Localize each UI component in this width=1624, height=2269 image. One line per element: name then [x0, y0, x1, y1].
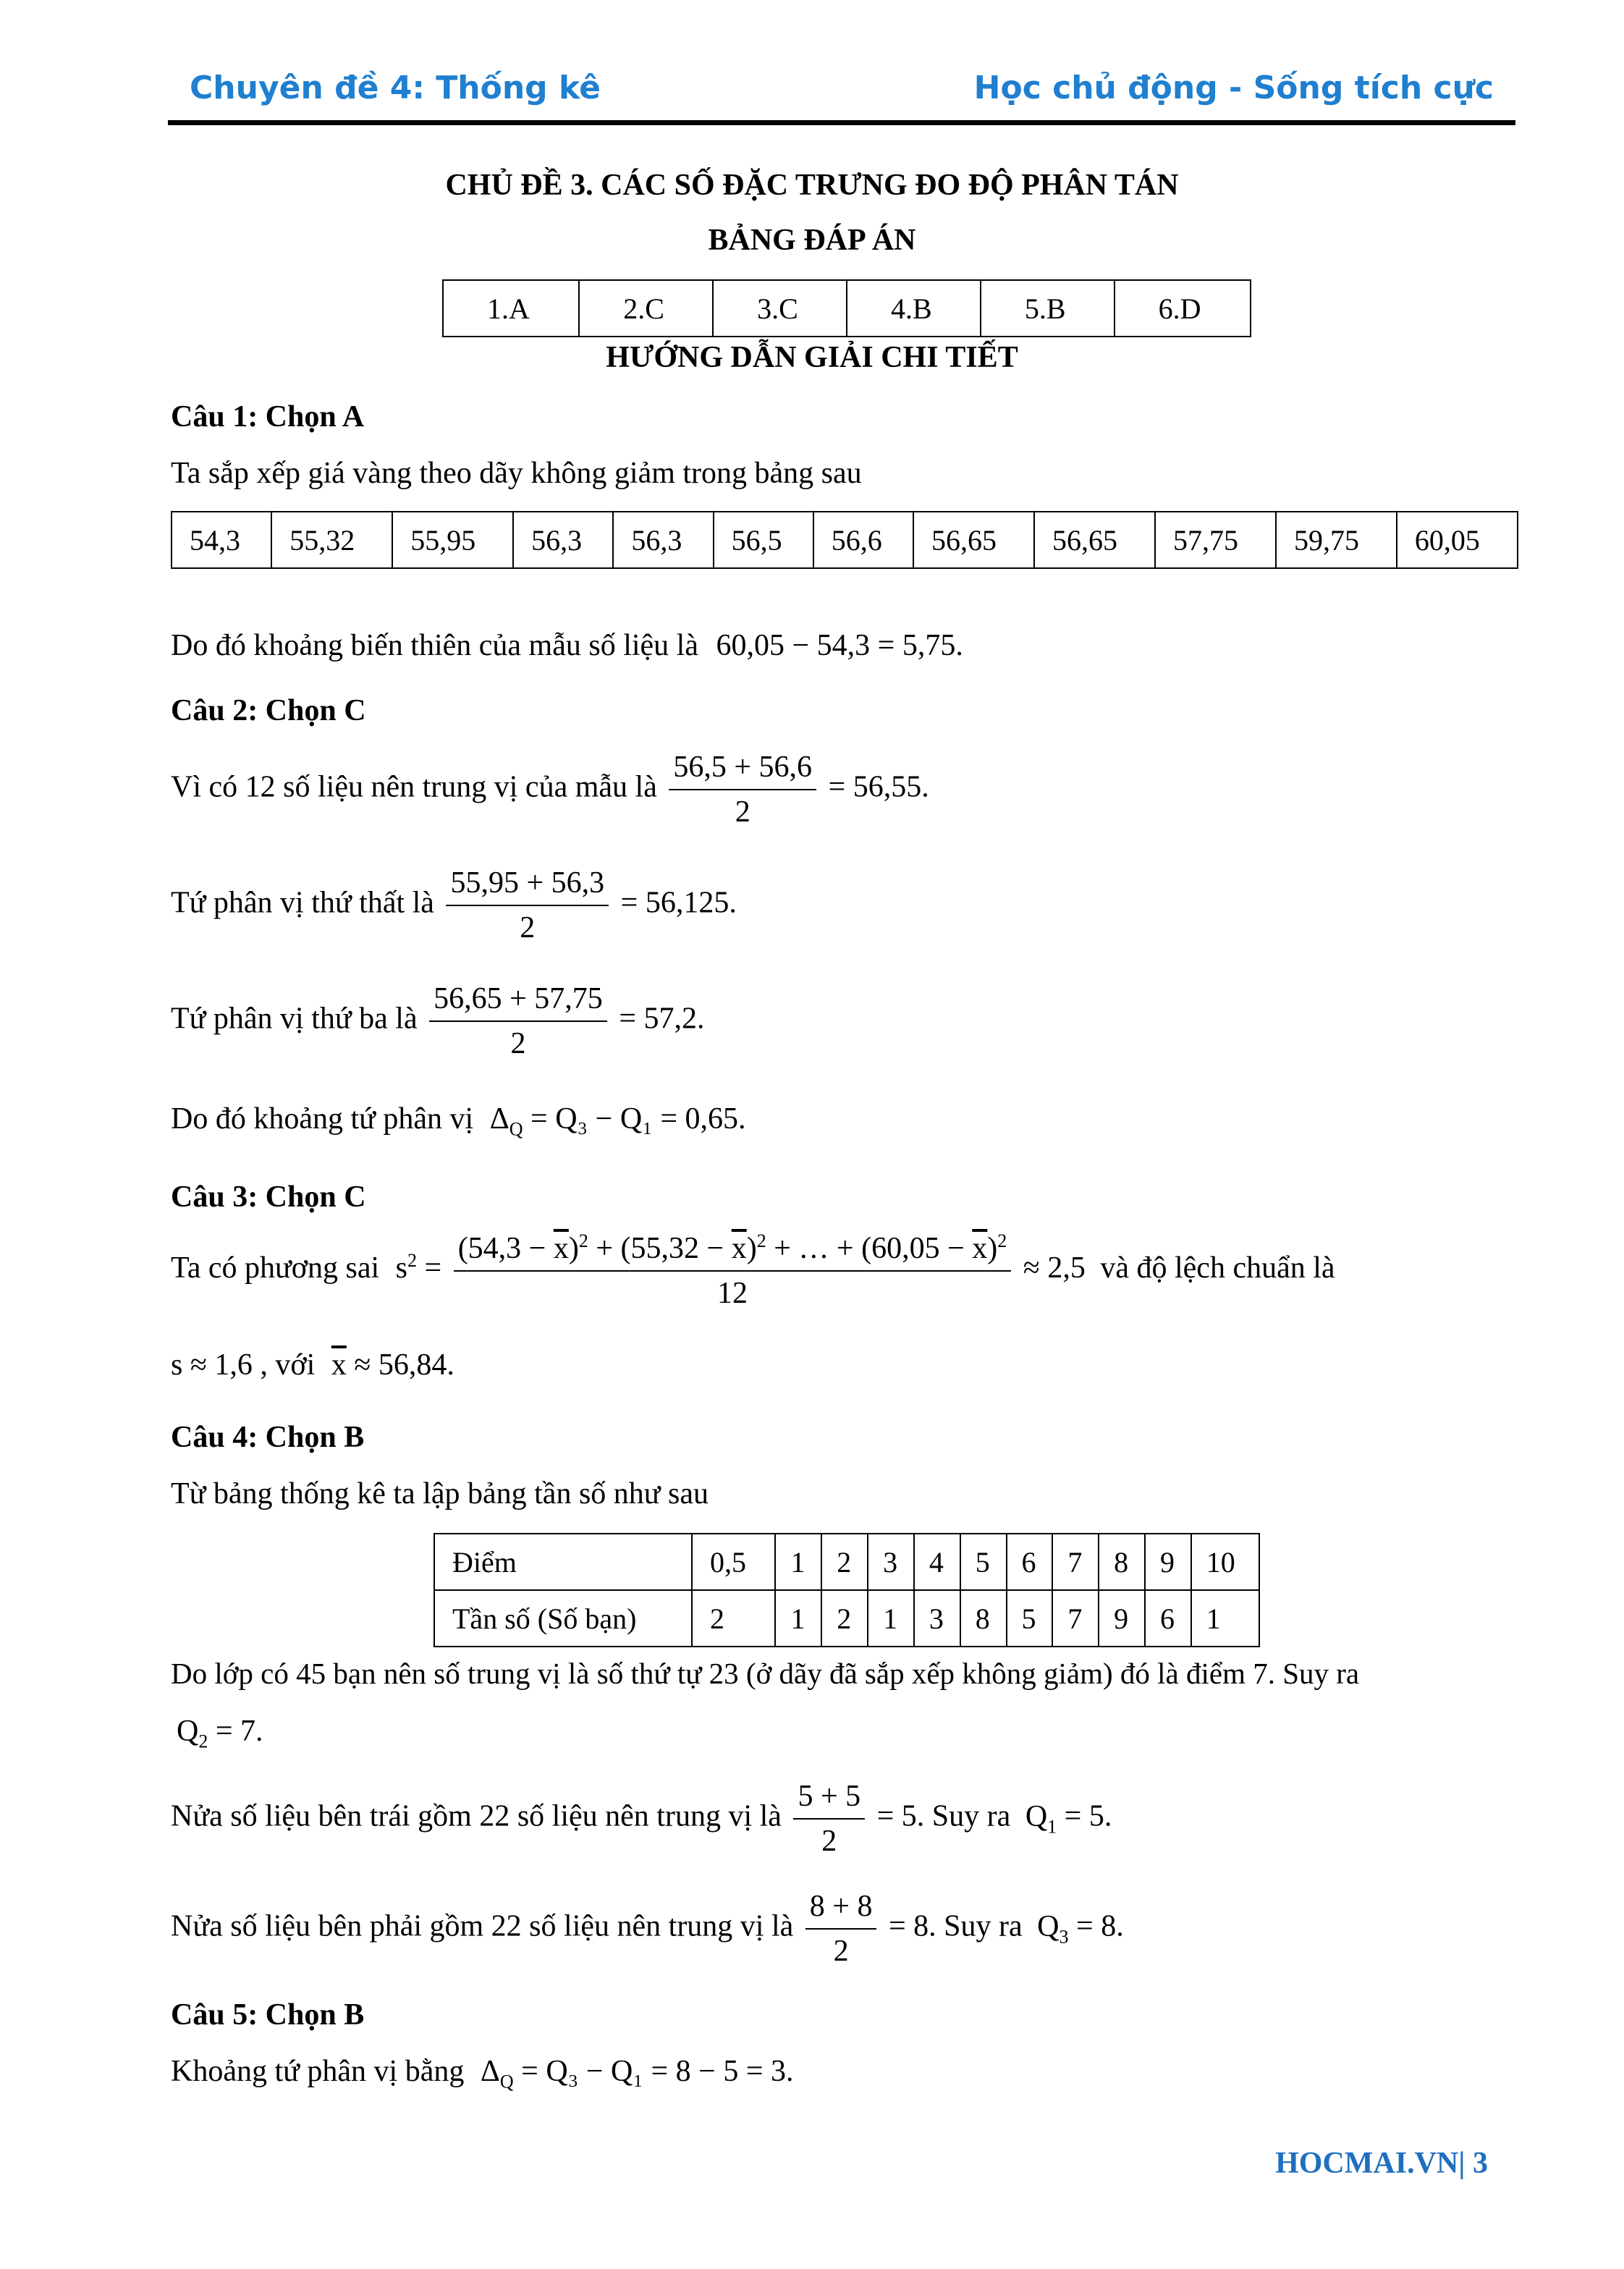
q2-iqr-text: Do đó khoảng tứ phân vị [171, 1102, 474, 1136]
q3-result: = 57,2. [619, 1002, 705, 1036]
frequency-cell: 6 [1145, 1590, 1191, 1647]
fraction-numerator: $(54,3 - \overline{x})^2 + (55,32 - \overline{x})^2$ + … + $(60,05 - \overline{x})^2$ [454, 1230, 1012, 1272]
score-cell: 10 [1191, 1534, 1259, 1590]
score-cell: 0,5 [692, 1534, 775, 1590]
q1-fraction [446, 866, 609, 945]
left-median-result: = 5. Suy ra [876, 1799, 1011, 1833]
q1-conclusion [171, 628, 963, 663]
std-text: s ≈ 1,6 , với [171, 1348, 316, 1382]
q3-variance-line [171, 1230, 1335, 1311]
q4-right-half-line [171, 1889, 1124, 1969]
q1-heading: Câu 1: Chọn A [171, 400, 365, 434]
score-cell: 2 [821, 1534, 868, 1590]
price-cell: 60,05 [1397, 512, 1518, 568]
q2-q1-text: Tứ phân vị thứ thất là [171, 886, 434, 920]
price-cell: 56,5 [714, 512, 813, 568]
q5-heading: Câu 5: Chọn B [171, 1998, 365, 2032]
right-median-fraction [805, 1889, 877, 1969]
price-cell: 57,75 [1155, 512, 1276, 568]
q1-range-formula: 60,05 − 54,3 = 5,75. [716, 629, 963, 662]
score-cell: 1 [775, 1534, 821, 1590]
q4-intro: Từ bảng thống kê ta lập bảng tần số như sau [171, 1477, 709, 1510]
frequency-cell: 5 [1007, 1590, 1053, 1647]
price-cell: 56,3 [513, 512, 613, 568]
q2-q3-line [171, 981, 705, 1061]
q2-iqr-line [171, 1102, 746, 1140]
frequency-cell: 3 [914, 1590, 960, 1647]
fraction-numerator: 5 + 5 [793, 1779, 865, 1820]
fraction-denominator: 2 [833, 1935, 849, 1968]
answer-cell: 3.C [713, 280, 847, 337]
q4-median-line: Do lớp có 45 bạn nên số trung vị là số thứ tự 23 (ở dãy đã sắp xếp không giảm) đó là điểm 7. Suy ra [171, 1657, 1360, 1690]
header-topic: Chuyên đề 4: Thống kê [190, 69, 601, 106]
score-cell: 8 [1099, 1534, 1145, 1590]
header-slogan: Học chủ động - Sống tích cực [973, 69, 1494, 106]
q3-heading: Câu 3: Chọn C [171, 1180, 366, 1214]
frequency-cell: 1 [1191, 1590, 1259, 1647]
price-cell: 59,75 [1276, 512, 1397, 568]
right-half-text: Nửa số liệu bên phải gồm 22 số liệu nên trung vị là [171, 1909, 794, 1943]
left-median-fraction [793, 1779, 865, 1859]
q4-left-half-line [171, 1779, 1112, 1859]
frequency-cell: 7 [1052, 1590, 1099, 1647]
frequency-cell: 8 [960, 1590, 1007, 1647]
q2-q3-text: Tứ phân vị thứ ba là [171, 1002, 418, 1036]
score-cell: 6 [1007, 1534, 1053, 1590]
price-cell: 56,65 [913, 512, 1034, 568]
median-fraction [669, 750, 816, 829]
iqr-result: = Q₃ − Q₁ = 0,65. [530, 1102, 746, 1136]
frequency-cell: 1 [868, 1590, 914, 1647]
score-cell: 9 [1145, 1534, 1191, 1590]
table-row [434, 1534, 1259, 1590]
table-header-cell: Tần số (Số bạn) [434, 1590, 692, 1647]
fraction-denominator: 2 [735, 795, 750, 829]
score-cell: 7 [1052, 1534, 1099, 1590]
table-row [434, 1590, 1259, 1647]
frequency-cell: 1 [775, 1590, 821, 1647]
table-row [443, 280, 1251, 337]
q3-variance-text: Ta có phương sai [171, 1251, 380, 1285]
q1-result: = 56,125. [620, 886, 737, 920]
left-q-result: = 5. [1064, 1799, 1112, 1833]
median-result: = 56,55. [828, 770, 929, 804]
right-q-result: = 8. [1076, 1909, 1124, 1943]
answer-cell: 1.A [443, 280, 579, 337]
q2-symbol: $Q_2$ [177, 1715, 208, 1752]
iqr-symbol: $\Delta_Q$ [489, 1102, 523, 1140]
left-half-text: Nửa số liệu bên trái gồm 22 số liệu nên trung vị là [171, 1799, 782, 1833]
frequency-cell: 9 [1099, 1590, 1145, 1647]
page-title: CHỦ ĐỀ 3. CÁC SỐ ĐẶC TRƯNG ĐO ĐỘ PHÂN TÁN [445, 169, 1179, 202]
guide-title: HƯỚNG DẪN GIẢI CHI TIẾT [606, 341, 1018, 374]
mean-result: ≈ 56,84. [354, 1348, 454, 1382]
q3-symbol: $Q_3$ [1037, 1909, 1069, 1948]
fraction-numerator: 56,65 + 57,75 [429, 981, 607, 1022]
table-header-cell: Điểm [434, 1534, 692, 1590]
answer-table [442, 279, 1251, 337]
frequency-cell: 2 [692, 1590, 775, 1647]
header-divider [168, 120, 1515, 125]
q3-std-line [171, 1348, 454, 1382]
mean-symbol: $\overline{x}$ [331, 1348, 347, 1382]
q4-q2-line [177, 1714, 263, 1752]
price-cell: 55,32 [271, 512, 392, 568]
q2-heading: Câu 2: Chọn C [171, 694, 366, 727]
right-median-result: = 8. Suy ra [888, 1909, 1023, 1943]
q2-q1-line [171, 866, 737, 945]
q1-symbol: $Q_1$ [1025, 1799, 1057, 1838]
score-cell: 3 [868, 1534, 914, 1590]
variance-symbol: $s^2$ = [395, 1250, 442, 1285]
page-footer: HOCMAI.VN| 3 [1275, 2147, 1488, 2180]
fraction-numerator: 8 + 8 [805, 1889, 877, 1930]
fraction-denominator: 12 [716, 1277, 748, 1310]
answer-cell: 5.B [981, 280, 1115, 337]
price-cell: 54,3 [172, 512, 271, 568]
q5-text: Khoảng tứ phân vị bằng [171, 2055, 465, 2088]
gold-price-table [171, 511, 1518, 569]
q5-line [171, 2054, 794, 2092]
page-header [168, 69, 1515, 126]
score-cell: 4 [914, 1534, 960, 1590]
frequency-cell: 2 [821, 1590, 868, 1647]
q2-result: = 7. [215, 1715, 263, 1748]
score-cell: 5 [960, 1534, 1007, 1590]
iqr-symbol: $\Delta_Q$ [480, 2055, 514, 2092]
q4-heading: Câu 4: Chọn B [171, 1421, 365, 1454]
fraction-numerator: 56,5 + 56,6 [669, 750, 816, 790]
fraction-denominator: 2 [821, 1825, 837, 1858]
answer-table-title: BẢNG ĐÁP ÁN [708, 224, 916, 257]
q5-result: = Q₃ − Q₁ = 8 − 5 = 3. [521, 2055, 794, 2088]
price-cell: 56,3 [613, 512, 713, 568]
table-row [172, 512, 1518, 568]
variance-fraction [454, 1230, 1012, 1311]
q3-tail-text: và độ lệch chuẩn là [1100, 1251, 1335, 1285]
answer-cell: 4.B [847, 280, 981, 337]
q2-median-text: Vì có 12 số liệu nên trung vị của mẫu là [171, 770, 657, 804]
q2-median-line [171, 750, 929, 829]
price-cell: 56,6 [813, 512, 913, 568]
q1-conclusion-text: Do đó khoảng biến thiên của mẫu số liệu là [171, 629, 698, 662]
variance-result: ≈ 2,5 [1023, 1251, 1086, 1285]
q1-intro: Ta sắp xếp giá vàng theo dãy không giảm trong bảng sau [171, 457, 862, 490]
q3-fraction [429, 981, 607, 1061]
answer-cell: 6.D [1115, 280, 1251, 337]
fraction-denominator: 2 [520, 911, 536, 945]
fraction-numerator: 55,95 + 56,3 [446, 866, 609, 906]
answer-cell: 2.C [579, 280, 713, 337]
price-cell: 55,95 [392, 512, 513, 568]
frequency-table [434, 1533, 1260, 1647]
fraction-denominator: 2 [510, 1027, 526, 1060]
price-cell: 56,65 [1034, 512, 1155, 568]
